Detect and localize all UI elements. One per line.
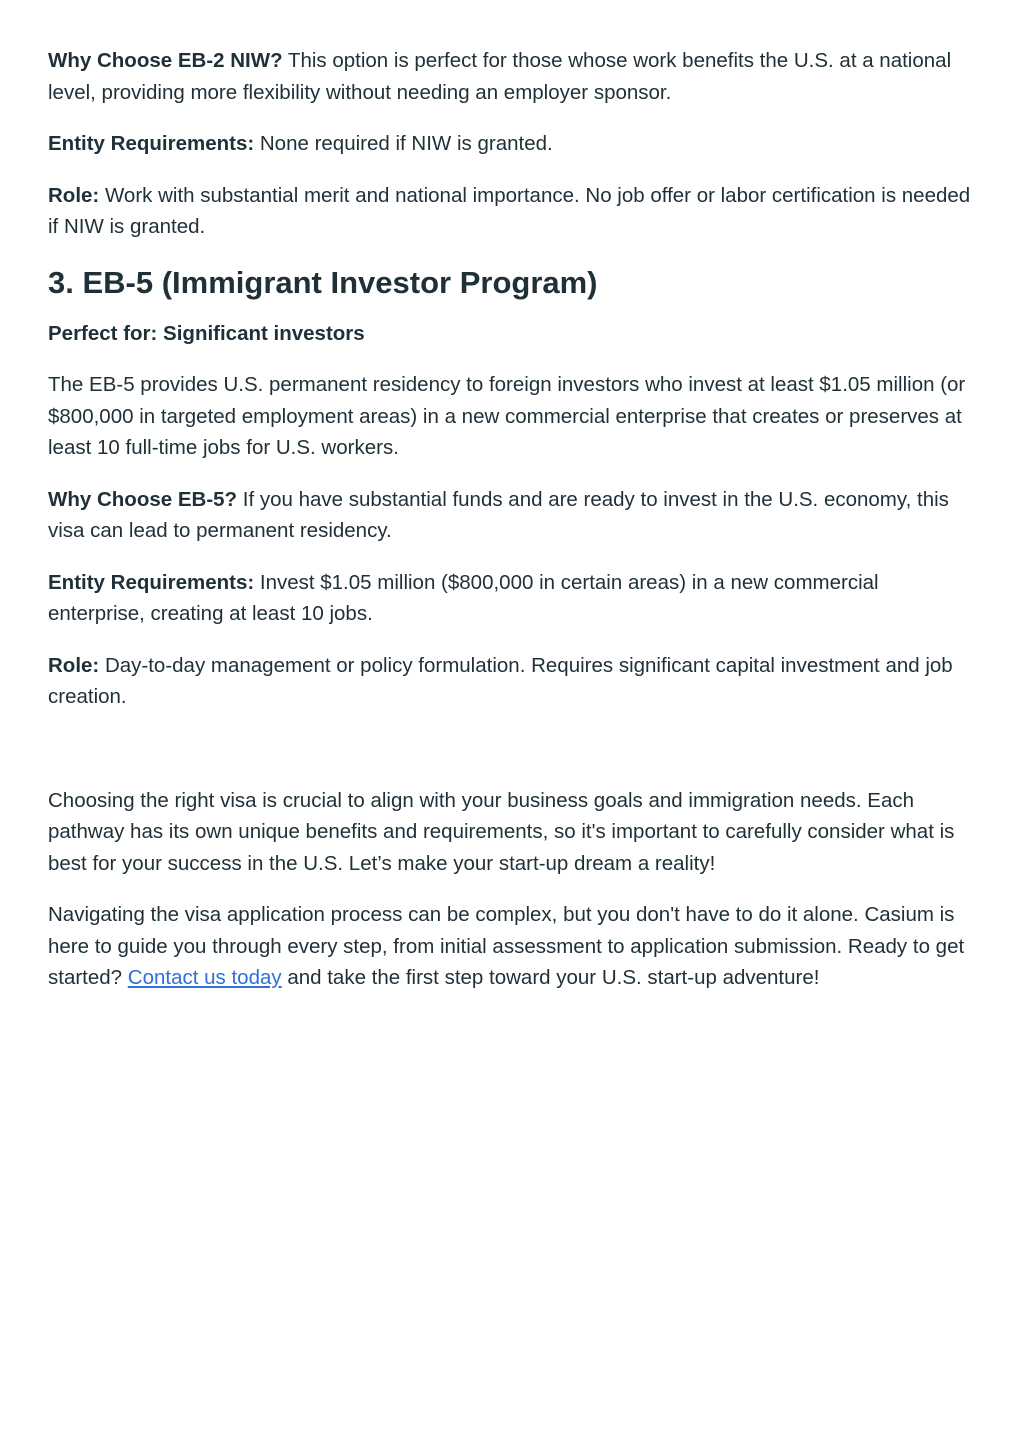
- closing-paragraph-2-tail: and take the first step toward your U.S. start-up adventure!: [281, 966, 820, 989]
- article-content: [48, 45, 972, 1014]
- eb2-entity-requirements-text: None required if NIW is granted.: [254, 132, 553, 155]
- eb5-entity-requirements-label: Entity Requirements:: [48, 570, 255, 594]
- eb5-why-choose-paragraph: [48, 484, 972, 547]
- eb2-entity-requirements-paragraph: [48, 128, 972, 160]
- eb5-entity-requirements-text: Invest $1.05 million ($800,000 in certain areas) in a new commercial enterprise, creating at least 10 jobs.: [48, 570, 879, 625]
- eb2-entity-requirements-label: Entity Requirements:: [48, 132, 255, 155]
- eb5-role-paragraph: [48, 650, 972, 713]
- eb2-why-choose-label: Why Choose EB-2 NIW?: [48, 49, 283, 72]
- eb5-entity-requirements-paragraph: [48, 567, 972, 630]
- contact-us-link[interactable]: Contact us today: [127, 966, 282, 989]
- eb5-role-label: Role:: [48, 653, 100, 677]
- closing-paragraph-2-lead: Navigating the visa application process can be complex, but you don't have to do it alone. Casium is here to guide you through every step, from initial assessment to application submission. Ready to get started?: [48, 903, 965, 989]
- eb5-description: The EB-5 provides U.S. permanent residency to foreign investors who invest at least $1.05 million (or $800,000 in targeted employment areas) in a new commercial enterprise that creates or preserves at least 10 full-time jobs for U.S. workers.: [48, 373, 966, 459]
- eb5-role-text: Day-to-day management or policy formulation. Requires significant capital investment and job creation.: [48, 653, 953, 708]
- eb2-role-paragraph: [48, 180, 972, 243]
- eb2-why-choose-text: This option is perfect for those whose work benefits the U.S. at a national level, providing more flexibility without needing an employer sponsor.: [48, 49, 952, 104]
- eb2-role-label: Role:: [48, 183, 100, 207]
- eb2-role-text: Work with substantial merit and national importance. No job offer or labor certification is needed if NIW is granted.: [48, 183, 971, 238]
- section-spacer: [48, 733, 972, 785]
- closing-paragraph-1: Choosing the right visa is crucial to align with your business goals and immigration needs. Each pathway has its own unique benefits and requirements, so it's important to carefully consider what is best for your success in the U.S. Let’s make your start-up dream a reality!: [48, 788, 955, 875]
- eb2-why-choose-paragraph: [48, 45, 972, 108]
- eb5-heading: 3. EB-5 (Immigrant Investor Program): [48, 264, 598, 300]
- eb5-why-choose-text: If you have substantial funds and are ready to invest in the U.S. economy, this visa can lead to permanent residency.: [48, 487, 949, 542]
- eb5-perfect-for: Perfect for: Significant investors: [48, 321, 365, 345]
- closing-paragraph-2: [48, 899, 972, 994]
- eb5-why-choose-label: Why Choose EB-5?: [48, 487, 238, 511]
